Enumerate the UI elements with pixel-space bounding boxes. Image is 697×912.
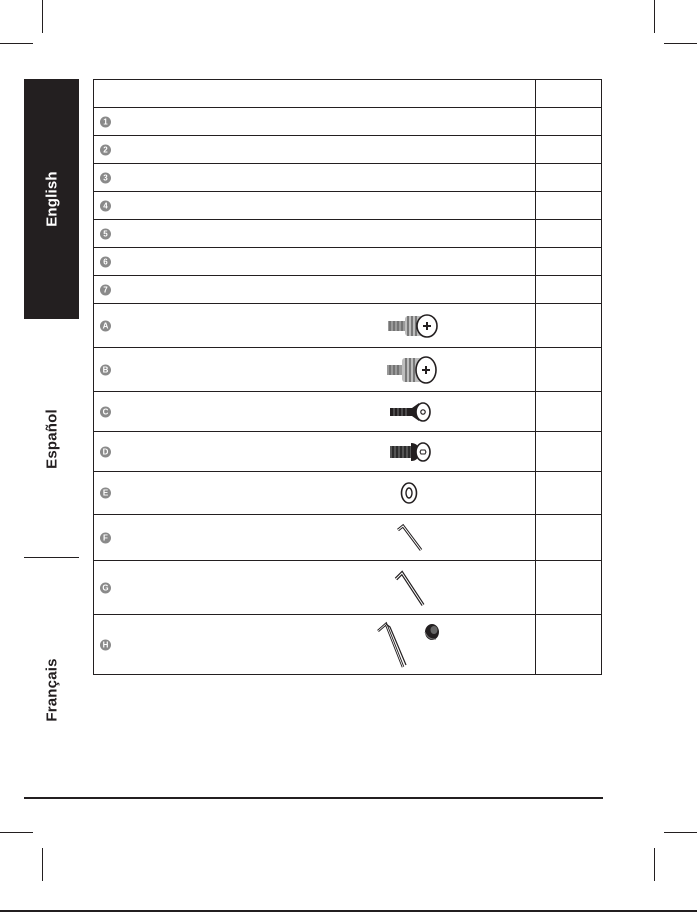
table-row bbox=[94, 615, 602, 675]
language-tab-francais[interactable] bbox=[24, 558, 79, 798]
part-marker: 5 bbox=[100, 228, 111, 239]
part-marker: F bbox=[100, 532, 111, 543]
table-row bbox=[94, 348, 602, 392]
allen-key-and-nut-icon bbox=[376, 619, 442, 671]
part-cell bbox=[94, 348, 536, 392]
language-label: Français bbox=[43, 658, 60, 722]
part-marker: C bbox=[100, 406, 111, 417]
part-cell bbox=[94, 561, 536, 615]
part-marker: B bbox=[100, 364, 111, 375]
part-marker: 1 bbox=[100, 116, 111, 127]
table-row bbox=[94, 392, 602, 432]
part-marker: 6 bbox=[100, 256, 111, 267]
header-description bbox=[94, 80, 536, 108]
crop-mark bbox=[0, 43, 33, 44]
part-marker: G bbox=[100, 582, 111, 593]
quantity-cell bbox=[536, 220, 602, 248]
quantity-cell bbox=[536, 615, 602, 675]
quantity-cell bbox=[536, 108, 602, 136]
part-marker: A bbox=[100, 320, 111, 331]
small-allen-key-icon bbox=[396, 522, 424, 554]
crop-mark bbox=[654, 848, 655, 881]
quantity-cell bbox=[536, 472, 602, 515]
crop-mark bbox=[664, 832, 697, 833]
flat-head-bolt-icon bbox=[389, 401, 433, 423]
part-cell bbox=[94, 515, 536, 561]
quantity-cell bbox=[536, 164, 602, 192]
table-row bbox=[94, 108, 602, 136]
large-allen-key-icon bbox=[394, 568, 426, 608]
header-quantity bbox=[536, 80, 602, 108]
quantity-cell bbox=[536, 276, 602, 304]
part-cell bbox=[94, 192, 536, 220]
part-cell bbox=[94, 276, 536, 304]
table-row bbox=[94, 136, 602, 164]
quantity-cell bbox=[536, 192, 602, 220]
part-cell bbox=[94, 136, 536, 164]
part-cell bbox=[94, 615, 536, 675]
part-cell bbox=[94, 432, 536, 472]
part-cell bbox=[94, 220, 536, 248]
table-row bbox=[94, 220, 602, 248]
crop-mark bbox=[42, 848, 43, 881]
part-cell bbox=[94, 108, 536, 136]
table-row bbox=[94, 276, 602, 304]
part-cell bbox=[94, 164, 536, 192]
crop-mark bbox=[664, 43, 697, 44]
quantity-cell bbox=[536, 136, 602, 164]
quantity-cell bbox=[536, 248, 602, 276]
parts-table bbox=[93, 79, 602, 675]
language-label: Español bbox=[43, 408, 60, 469]
part-marker: 7 bbox=[100, 284, 111, 295]
part-cell bbox=[94, 248, 536, 276]
large-knurled-screw-icon bbox=[386, 355, 438, 385]
table-header-row bbox=[94, 80, 602, 108]
footer-rule bbox=[24, 797, 603, 799]
table-row bbox=[94, 304, 602, 348]
part-cell bbox=[94, 472, 536, 515]
quantity-cell bbox=[536, 561, 602, 615]
language-tab-espanol[interactable] bbox=[24, 320, 79, 557]
language-tab-english[interactable] bbox=[24, 79, 79, 319]
quantity-cell bbox=[536, 304, 602, 348]
part-cell bbox=[94, 304, 536, 348]
language-label: English bbox=[43, 171, 60, 227]
quantity-cell bbox=[536, 348, 602, 392]
table-row bbox=[94, 472, 602, 515]
table-row bbox=[94, 192, 602, 220]
table-row bbox=[94, 164, 602, 192]
part-marker: H bbox=[100, 639, 111, 650]
part-marker: E bbox=[100, 488, 111, 499]
part-marker: D bbox=[100, 446, 111, 457]
quantity-cell bbox=[536, 432, 602, 472]
crop-mark bbox=[42, 0, 43, 33]
part-marker: 3 bbox=[100, 172, 111, 183]
table-row bbox=[94, 515, 602, 561]
washer-icon bbox=[400, 482, 418, 504]
long-knurled-screw-icon bbox=[387, 313, 439, 339]
part-marker: 2 bbox=[100, 144, 111, 155]
crop-mark bbox=[0, 832, 33, 833]
table-row bbox=[94, 561, 602, 615]
part-marker: 4 bbox=[100, 200, 111, 211]
quantity-cell bbox=[536, 515, 602, 561]
button-head-bolt-icon bbox=[389, 440, 433, 464]
table-row bbox=[94, 248, 602, 276]
table-row bbox=[94, 432, 602, 472]
quantity-cell bbox=[536, 392, 602, 432]
part-cell bbox=[94, 392, 536, 432]
crop-mark bbox=[654, 0, 655, 33]
